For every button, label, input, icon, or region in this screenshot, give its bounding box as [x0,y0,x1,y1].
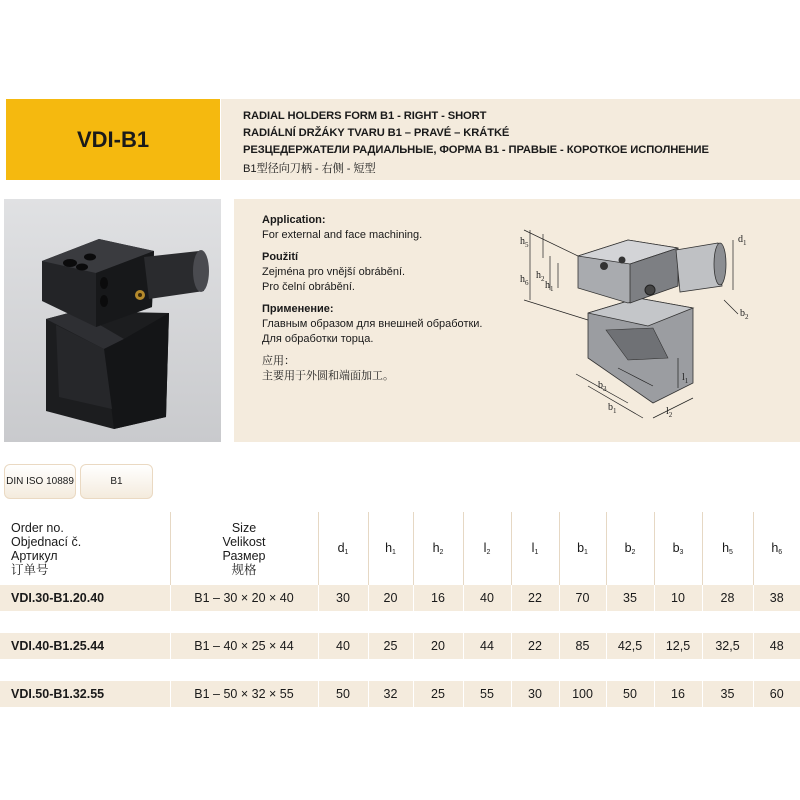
dim-b3: $b_3$ [598,380,607,393]
dimension-drawing [488,208,788,433]
dim-l2: $l_2$ [666,406,673,419]
title-cz: RADIÁLNÍ DRŽÁKY TVARU B1 – PRAVÉ – KRÁTKÉ [243,127,510,139]
order-no: VDI.50-B1.32.55 [0,681,170,707]
tool-holder-image [4,199,221,442]
dim-h1: $h_1$ [545,280,554,293]
application-box [234,199,800,442]
application-text-cz-2: Pro čelní obrábění. [262,281,355,293]
header-h6: $h_6$ [753,512,800,585]
dim-l1: $l_1$ [682,372,689,385]
application-text-ru-1: Главным образом для внешней обработки. [262,318,483,330]
header-size: Size Velikost Размер 规格 [170,512,318,585]
order-no: VDI.40-B1.25.44 [0,633,170,659]
product-photo [4,199,221,442]
application-text-ru-2: Для обработки торца. [262,333,374,345]
dim-h5: $h_5$ [520,236,529,249]
title-cn: B1型径向刀柄 - 右侧 - 短型 [243,163,376,175]
product-code-box [6,99,220,180]
dim-h2: $h_2$ [536,270,545,283]
table-header-row [0,512,800,585]
application-text-en: For external and face machining. [262,229,423,241]
table-row: VDI.30-B1.20.40 B1 – 30 × 20 × 40 30 20 16 40 22 70 35 10 28 38 [0,585,800,611]
size: B1 – 30 × 20 × 40 [170,585,318,611]
title-ru: РЕЗЦЕДЕРЖАТЕЛИ РАДИАЛЬНЫЕ, ФОРМА B1 - ПРАВЫЕ - КОРОТКОЕ ИСПОЛНЕНИЕ [243,144,709,156]
header-h1: $h_1$ [368,512,413,585]
header-l2: $l_2$ [463,512,511,585]
table-row: VDI.50-B1.32.55 B1 – 50 × 32 × 55 50 32 25 55 30 100 50 16 35 60 [0,681,800,707]
dim-h6: $h_6$ [520,274,529,287]
header-b3: $b_3$ [654,512,702,585]
order-no: VDI.30-B1.20.40 [0,585,170,611]
norm-form-badge: B1 [80,464,153,499]
product-code: VDI-B1 [76,126,150,152]
application-text-cz-1: Zejména pro vnější obrábění. [262,266,406,278]
application-heading-en: Application: [262,214,326,226]
application-text [262,213,483,384]
dim-d1: $d_1$ [738,234,747,247]
application-text-cn: 主要用于外圆和端面加工。 [262,370,394,382]
application-heading-cn: 应用： [262,355,295,367]
size: B1 – 40 × 25 × 44 [170,633,318,659]
dim-b2: $b_2$ [740,308,749,321]
header-h2: $h_2$ [413,512,463,585]
application-heading-ru: Применение: [262,303,334,315]
title-block [221,99,800,180]
norm-standard-badge: DIN ISO 10889 [4,464,76,499]
dim-b1: $b_1$ [608,402,617,415]
application-heading-cz: Použití [262,251,299,263]
size: B1 – 50 × 32 × 55 [170,681,318,707]
title-en: RADIAL HOLDERS FORM B1 - RIGHT - SHORT [243,110,487,122]
spec-table [0,512,800,707]
header-order: Order no. Objednací č. Артикул 订单号 [11,520,82,577]
header-b1: $b_1$ [559,512,606,585]
header-l1: $l_1$ [511,512,559,585]
header-h5: $h_5$ [702,512,753,585]
header-b2: $b_2$ [606,512,654,585]
header-d1: $d_1$ [318,512,368,585]
table-row: VDI.40-B1.25.44 B1 – 40 × 25 × 44 40 25 20 44 22 85 42,5 12,5 32,5 48 [0,633,800,659]
